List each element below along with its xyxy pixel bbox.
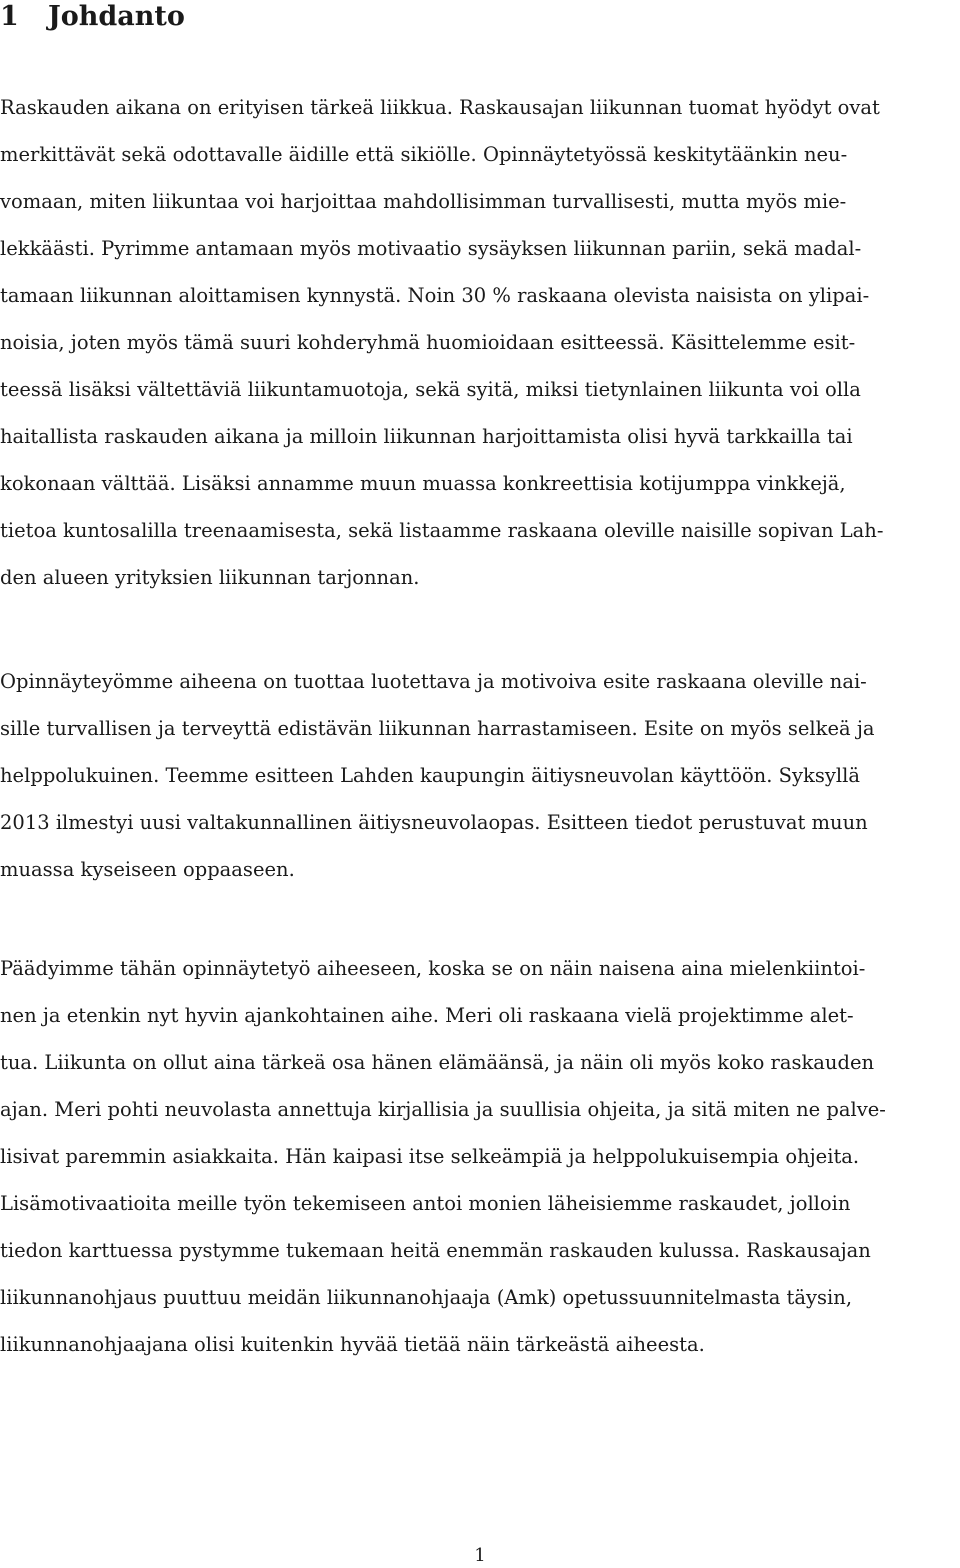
paragraph-line: teessä lisäksi vältettäviä liikuntamuotoja, sekä syitä, miksi tietynlainen liikunta voi olla <box>0 378 861 401</box>
paragraph-line: tiedon karttuessa pystymme tukemaan heitä enemmän raskauden kulussa. Raskausajan <box>0 1239 871 1262</box>
paragraph-line: Opinnäyteyömme aiheena on tuottaa luotettava ja motivoiva esite raskaana oleville nai- <box>0 670 867 693</box>
paragraph-line: lekkäästi. Pyrimme antamaan myös motivaatio sysäyksen liikunnan pariin, sekä madal- <box>0 237 862 260</box>
paragraph-line: haitallista raskauden aikana ja milloin liikunnan harjoittamista olisi hyvä tarkkailla tai <box>0 425 853 448</box>
paragraph-line: liikunnanohjaajana olisi kuitenkin hyvää tietää näin tärkeästä aiheesta. <box>0 1333 705 1356</box>
chapter-heading <box>0 0 185 34</box>
paragraph-line: kokonaan välttää. Lisäksi annamme muun muassa konkreettisia kotijumppa vinkkejä, <box>0 472 846 495</box>
paragraph-line: Päädyimme tähän opinnäytetyö aiheeseen, koska se on näin naisena aina mielenkiintoi- <box>0 957 866 980</box>
chapter-title: Johdanto <box>48 1 185 32</box>
paragraph-line: lisivat paremmin asiakkaita. Hän kaipasi itse selkeämpiä ja helppolukuisempia ohjeita. <box>0 1145 860 1168</box>
paragraph-line: 2013 ilmestyi uusi valtakunnallinen äitiysneuvolaopas. Esitteen tiedot perustuvat muun <box>0 811 868 834</box>
page-number: 1 <box>474 1545 486 1566</box>
paragraph-line: muassa kyseiseen oppaaseen. <box>0 858 295 881</box>
paragraph-line: merkittävät sekä odottavalle äidille että sikiölle. Opinnäytetyössä keskitytäänkin neu- <box>0 143 848 166</box>
paragraph-line: sille turvallisen ja terveyttä edistävän liikunnan harrastamiseen. Esite on myös selkeä ja <box>0 717 875 740</box>
paragraph-line: den alueen yrityksien liikunnan tarjonnan. <box>0 566 420 589</box>
paragraph-line: nen ja etenkin nyt hyvin ajankohtainen aihe. Meri oli raskaana vielä projektimme alet- <box>0 1004 854 1027</box>
paragraph-line: Raskauden aikana on erityisen tärkeä liikkua. Raskausajan liikunnan tuomat hyödyt ovat <box>0 96 880 119</box>
paragraph-line: vomaan, miten liikuntaa voi harjoittaa mahdollisimman turvallisesti, mutta myös mie- <box>0 190 847 213</box>
paragraph-line: tua. Liikunta on ollut aina tärkeä osa hänen elämäänsä, ja näin oli myös koko raskauden <box>0 1051 875 1074</box>
paragraph-line: ajan. Meri pohti neuvolasta annettuja kirjallisia ja suullisia ohjeita, ja sitä miten ne palve- <box>0 1098 886 1121</box>
paragraph-line: helppolukuinen. Teemme esitteen Lahden kaupungin äitiysneuvolan käyttöön. Syksyllä <box>0 764 860 787</box>
paragraph-line: Lisämotivaatioita meille työn tekemiseen antoi monien läheisiemme raskaudet, jolloin <box>0 1192 851 1215</box>
paragraph-line: tietoa kuntosalilla treenaamisesta, sekä listaamme raskaana oleville naisille sopivan Lah- <box>0 519 884 542</box>
paragraph-line: noisia, joten myös tämä suuri kohderyhmä huomioidaan esitteessä. Käsittelemme esit- <box>0 331 856 354</box>
paragraph-line: tamaan liikunnan aloittamisen kynnystä. Noin 30 % raskaana olevista naisista on ylipai- <box>0 284 870 307</box>
chapter-number: 1 <box>0 1 19 32</box>
paragraph-line: liikunnanohjaus puuttuu meidän liikunnanohjaaja (Amk) opetussuunnitelmasta täysin, <box>0 1286 853 1309</box>
